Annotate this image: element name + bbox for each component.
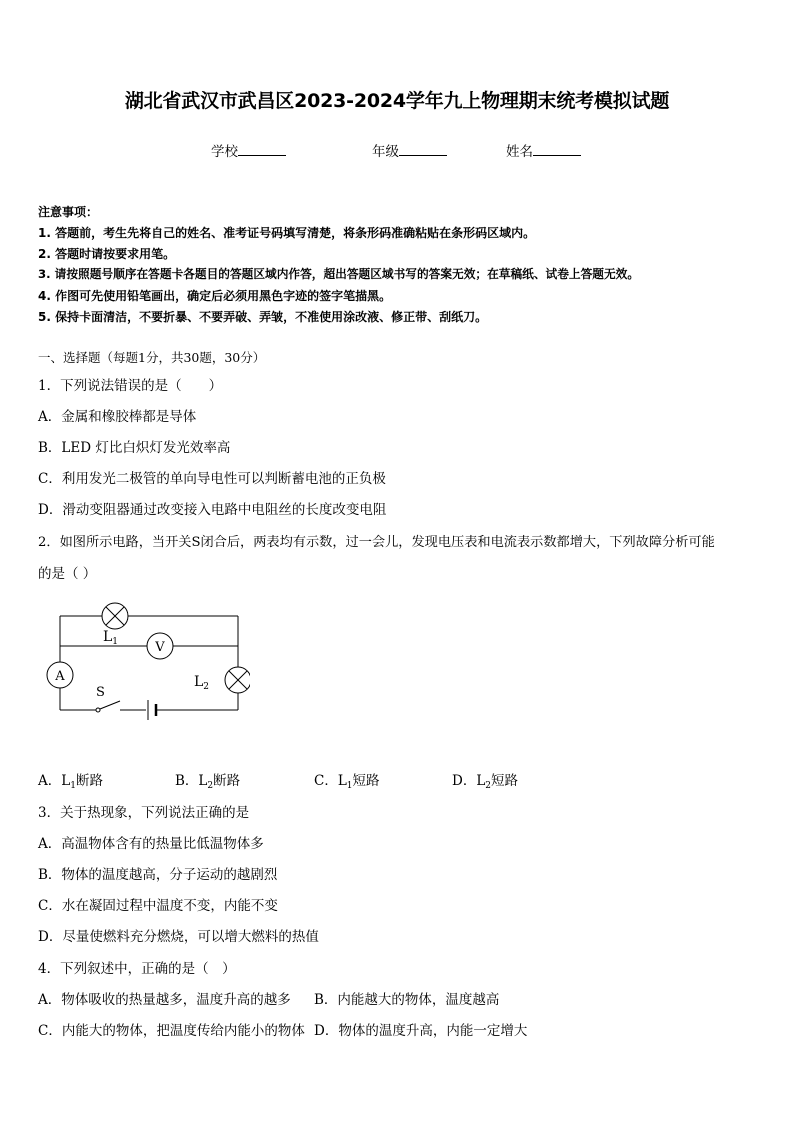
question-3-stem: 3．关于热现象，下列说法正确的是 — [38, 805, 250, 821]
notes-heading: 注意事项： — [38, 205, 99, 219]
question-4-option: C．内能大的物体，把温度传给内能小的物体 — [38, 1023, 305, 1039]
note-item: 5. 保持卡面清洁，不要折暴、不要弄破、弄皱，不准使用涂改液、修正带、刮纸刀。 — [38, 310, 488, 324]
voltmeter-label: V — [155, 640, 165, 655]
grade-label: 年级 — [372, 144, 399, 160]
question-4-option: B．内能越大的物体，温度越高 — [314, 992, 500, 1008]
page-title: 湖北省武汉市武昌区2023-2024学年九上物理期末统考模拟试题 — [124, 90, 670, 112]
switch-label: S — [96, 685, 105, 700]
section-heading: 一、选择题（每题1分，共30题，30分） — [38, 350, 266, 365]
question-2-stem-cont: 的是（ ） — [38, 566, 97, 582]
school-label: 学校 — [211, 144, 238, 160]
circuit-diagram — [40, 596, 250, 726]
question-1-option: B．LED 灯比白炽灯发光效率高 — [38, 440, 231, 456]
name-blank — [533, 142, 581, 156]
grade-blank — [399, 142, 447, 156]
question-3-option: A．高温物体含有的热量比低温物体多 — [38, 836, 264, 852]
lamp-l2 — [225, 667, 250, 693]
question-2-option: A．$L_1$断路 — [38, 773, 103, 791]
note-item: 3. 请按照题号顺序在答题卡各题目的答题区域内作答，超出答题区域书写的答案无效；在草稿纸、试卷上答题无效。 — [38, 267, 640, 281]
voltmeter — [147, 633, 173, 659]
question-2-option: B．$L_2$断路 — [175, 773, 241, 791]
grade-field — [372, 140, 447, 160]
lamp-l2-label: $L_2$ — [194, 674, 210, 692]
question-4-option: A．物体吸收的热量越多，温度升高的越多 — [38, 992, 291, 1008]
lamp-l1 — [102, 603, 128, 629]
school-field — [211, 140, 286, 160]
question-2-option: D．$L_2$短路 — [452, 773, 519, 791]
question-2-stem: 2．如图所示电路，当开关S闭合后，两表均有示数，过一会儿，发现电压表和电流表示数都增大，下列故障分析可能 — [38, 535, 715, 550]
question-4-option: D．物体的温度升高，内能一定增大 — [314, 1023, 528, 1039]
question-4-stem: 4．下列叙述中，正确的是（ ） — [38, 961, 236, 977]
note-item: 2. 答题时请按要求用笔。 — [38, 247, 176, 261]
name-label: 姓名 — [506, 144, 533, 160]
note-item: 4. 作图可先使用铅笔画出，确定后必须用黑色字迹的签字笔描黑。 — [38, 289, 392, 303]
school-blank — [238, 142, 286, 156]
question-2-option: C．$L_1$短路 — [314, 773, 380, 791]
switch — [96, 701, 146, 712]
question-3-option: D．尽量使燃料充分燃烧，可以增大燃料的热值 — [38, 929, 319, 945]
question-1-option: D．滑动变阻器通过改变接入电路中电阻丝的长度改变电阻 — [38, 502, 387, 518]
battery — [148, 700, 160, 720]
question-1-stem: 1．下列说法错误的是（ ） — [38, 378, 223, 394]
ammeter-label: A — [55, 669, 65, 684]
question-3-option: C．水在凝固过程中温度不变，内能不变 — [38, 898, 278, 914]
question-1-option: A．金属和橡胶棒都是导体 — [38, 409, 197, 425]
lamp-l1-label: $L_1$ — [103, 629, 119, 647]
note-item: 1. 答题前，考生先将自己的姓名、准考证号码填写清楚，将条形码准确粘贴在条形码区域内。 — [38, 226, 536, 240]
ammeter — [47, 662, 73, 688]
name-field — [506, 140, 581, 160]
question-3-option: B．物体的温度越高，分子运动的越剧烈 — [38, 867, 278, 883]
question-1-option: C．利用发光二极管的单向导电性可以判断蓄电池的正负极 — [38, 471, 386, 487]
